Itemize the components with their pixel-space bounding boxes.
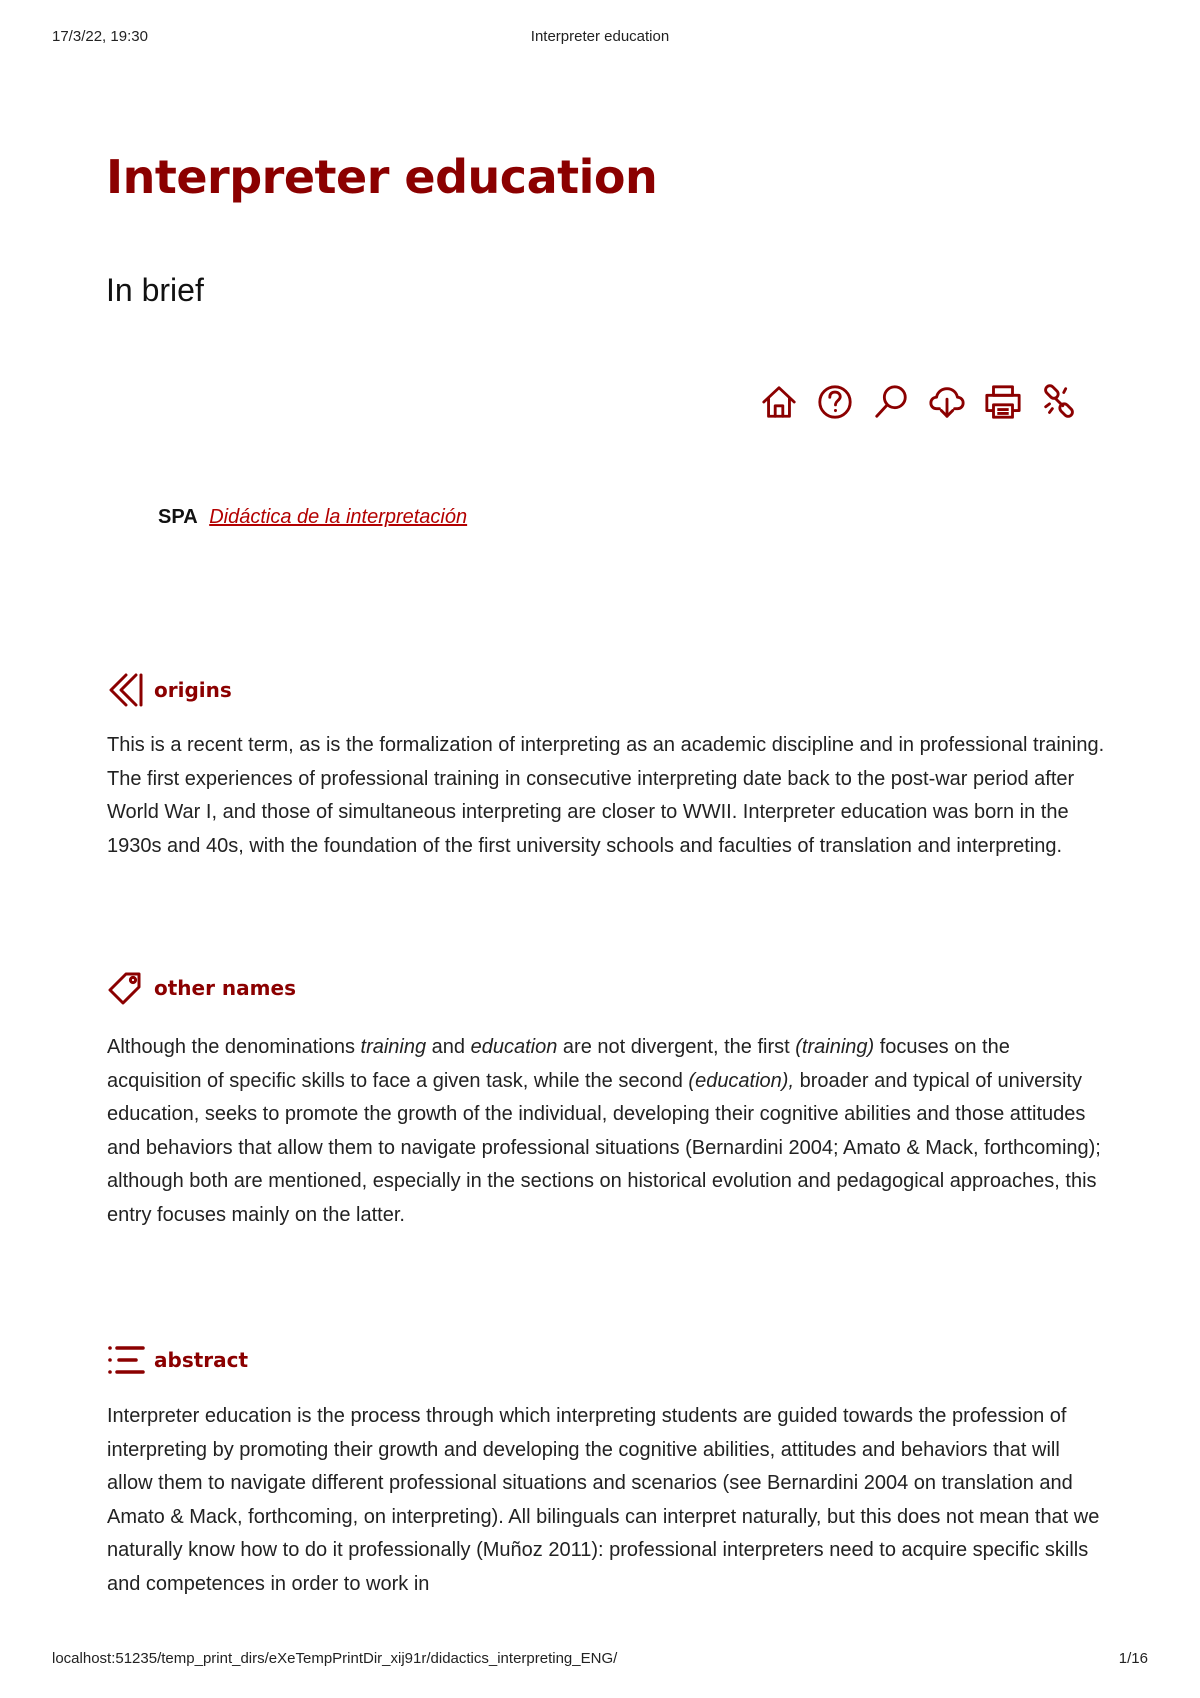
language-variant bbox=[158, 506, 467, 529]
print-button[interactable] bbox=[984, 383, 1022, 421]
text-emphasis: education bbox=[470, 1036, 558, 1058]
rewind-icon bbox=[106, 670, 146, 710]
download-button[interactable] bbox=[928, 383, 966, 421]
search-button[interactable] bbox=[872, 383, 910, 421]
print-url: localhost:51235/temp_print_dirs/eXeTempPrintDir_xij91r/didactics_interpreting_ENG/ bbox=[52, 1650, 618, 1667]
section-heading-other-names bbox=[106, 968, 296, 1008]
download-icon bbox=[928, 383, 966, 421]
section-title: abstract bbox=[154, 1348, 249, 1372]
spanish-version-link[interactable]: Didáctica de la interpretación bbox=[209, 506, 468, 528]
help-button[interactable] bbox=[816, 383, 854, 421]
section-heading-abstract bbox=[106, 1340, 248, 1380]
text-emphasis: (education), bbox=[688, 1069, 795, 1092]
text-emphasis: (training) bbox=[795, 1036, 875, 1058]
link-button[interactable] bbox=[1040, 383, 1078, 421]
toolbar bbox=[760, 380, 1078, 424]
language-code: SPA bbox=[158, 506, 198, 528]
origins-text: This is a recent term, as is the formalization of interpreting as an academic discipline and in professional training. The first experiences of professional training in consecutive interpreting date back to the post-war period after World War I, and those of simultaneous interpreting are closer to WWII. Interpreter education was born in the 1930s and 40s, with the foundation of the first university schools and faculties of translation and interpreting. bbox=[107, 734, 1105, 857]
home-icon bbox=[760, 383, 798, 421]
tag-icon bbox=[106, 968, 146, 1008]
page-number: 1/16 bbox=[1118, 1650, 1148, 1667]
print-document-title: Interpreter education bbox=[530, 28, 670, 45]
search-icon bbox=[872, 383, 910, 421]
print-header bbox=[52, 28, 1148, 48]
link-icon bbox=[1040, 383, 1078, 421]
print-footer bbox=[52, 1650, 1148, 1670]
other-names-text bbox=[107, 1031, 1107, 1232]
home-button[interactable] bbox=[760, 383, 798, 421]
section-title: origins bbox=[154, 678, 232, 702]
text-emphasis: training bbox=[360, 1036, 427, 1058]
page-subtitle: In brief bbox=[106, 272, 204, 308]
text-segment: are not divergent, the first bbox=[557, 1036, 796, 1058]
help-icon bbox=[816, 383, 854, 421]
text-segment: Although the denominations bbox=[107, 1036, 361, 1058]
print-date: 17/3/22, 19:30 bbox=[52, 28, 148, 45]
abstract-text: Interpreter education is the process through which interpreting students are guided towards the profession of interpreting by promoting their growth and developing the cognitive abilities, attitudes and behaviors that will allow them to navigate different professional situations and scenarios (see Bernardini 2004 on translation and Amato & Mack, forthcoming, on interpreting). All bilinguals can interpret naturally, but this does not mean that we naturally know how to do it professionally (Muñoz 2011): professional interpreters need to acquire specific skills and competences in order to work in bbox=[107, 1405, 1100, 1595]
text-segment: and bbox=[426, 1036, 471, 1058]
section-title: other names bbox=[154, 976, 296, 1000]
list-icon bbox=[106, 1340, 146, 1380]
print-icon bbox=[984, 383, 1022, 421]
text-segment: focuses on the acquisition of specific skills to face a given task, while the second bbox=[107, 1036, 1010, 1092]
text-segment: broader and typical of university education, seeks to promote the growth of the individual, developing their cognitive abilities and those attitudes and behaviors that allow them to navigate professional situations (Bernardini 2004; Amato & Mack, forthcoming); although both are mentioned, especially in the sections on historical evolution and pedagogical approaches, this entry focuses mainly on the latter. bbox=[107, 1069, 1101, 1226]
page-title: Interpreter education bbox=[106, 150, 658, 204]
section-heading-origins bbox=[106, 670, 232, 710]
